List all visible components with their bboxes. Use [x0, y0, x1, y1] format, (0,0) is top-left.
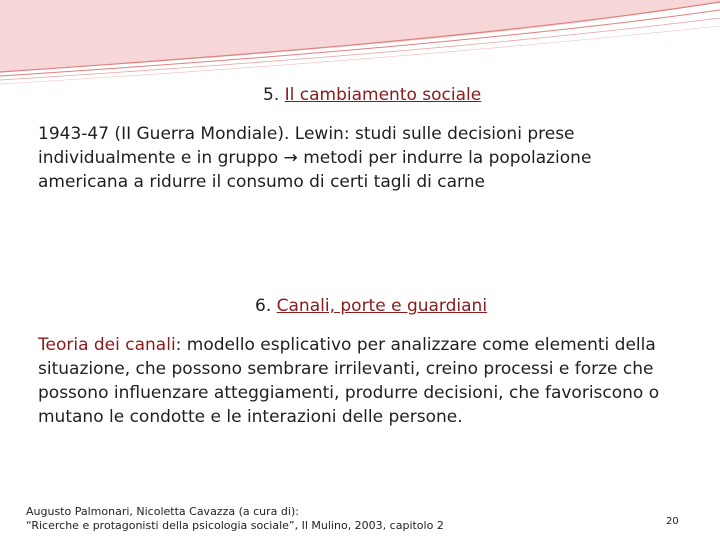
section-1-line-2	[38, 146, 591, 170]
section-2-title: Canali, porte e guardiani	[276, 296, 488, 316]
section-2-heading	[255, 296, 487, 316]
section-2-line-2: situazione, che possono sembrare irrilevanti, creino processi e forze che	[38, 359, 654, 379]
section-1-paragraph	[38, 122, 591, 194]
section-2-line-1-rest: : modello esplicativo per analizzare come elementi della	[175, 335, 656, 355]
section-1-line-2a: individualmente e in gruppo	[38, 148, 279, 168]
section-1-line-3: americana a ridurre il consumo di certi tagli di carne	[38, 172, 485, 192]
wave-fill	[0, 0, 720, 72]
arrow-icon: →	[283, 148, 298, 168]
section-1-heading	[263, 85, 481, 105]
section-1-number: 5.	[263, 85, 280, 105]
section-1-line-2b: metodi per indurre la popolazione	[303, 148, 592, 168]
section-2-line-1	[38, 333, 659, 357]
section-1-title: Il cambiamento sociale	[284, 85, 482, 105]
section-1-line-1: 1943-47 (II Guerra Mondiale). Lewin: studi sulle decisioni prese	[38, 124, 575, 144]
section-2-number: 6.	[255, 296, 272, 316]
theory-term: Teoria dei canali	[38, 335, 176, 355]
section-2-line-4: mutano le condotte e le interazioni delle persone.	[38, 407, 463, 427]
footer-line-2: “Ricerche e protagonisti della psicologia sociale”, Il Mulino, 2003, capitolo 2	[26, 519, 444, 532]
top-decorative-waves	[0, 0, 720, 90]
page-number: 20	[666, 516, 679, 527]
section-2-paragraph	[38, 333, 659, 429]
section-2-line-3: possono influenzare atteggiamenti, produrre decisioni, che favoriscono o	[38, 383, 660, 403]
footer-citation	[26, 505, 444, 533]
footer-line-1: Augusto Palmonari, Nicoletta Cavazza (a cura di):	[26, 505, 299, 518]
